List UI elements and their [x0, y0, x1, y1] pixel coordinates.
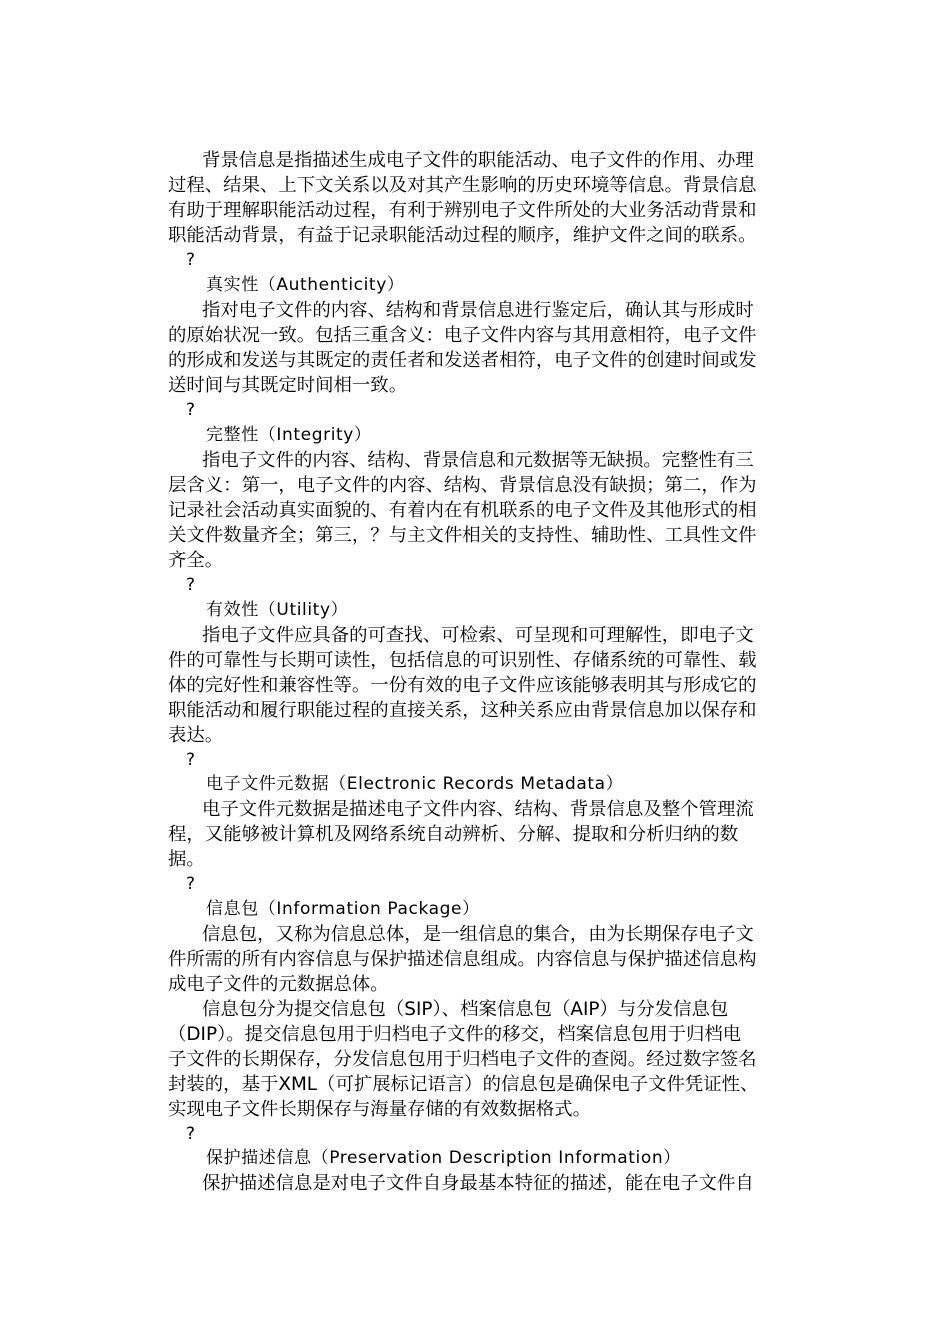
placeholder-mark: ?: [186, 250, 196, 270]
paragraph-line: 电子文件元数据是描述电子文件内容、结构、背景信息及整个管理流: [202, 799, 754, 820]
section-heading: 完整性（Integrity）: [206, 425, 372, 445]
paragraph-line: 指电子文件的内容、结构、背景信息和元数据等无缺损。完整性有三: [202, 450, 754, 471]
paragraph-line: 背景信息是指描述生成电子文件的职能活动、电子文件的作用、办理: [202, 150, 754, 171]
paragraph-line: 件所需的所有内容信息与保护描述信息组成。内容信息与保护描述信息构: [168, 949, 757, 970]
paragraph-line: 齐全。: [168, 550, 224, 571]
section-heading: 保护描述信息（Preservation Description Information）: [206, 1148, 681, 1168]
paragraph-line: 的原始状况一致。包括三重含义：电子文件内容与其用意相符，电子文件: [168, 325, 757, 346]
paragraph-line: 层含义：第一，电子文件的内容、结构、背景信息没有缺损；第二，作为: [168, 475, 757, 496]
paragraph-line: 记录社会活动真实面貌的、有着内在有机联系的电子文件及其他形式的相: [168, 500, 757, 521]
placeholder-mark: ?: [186, 400, 196, 420]
paragraph-line: （DIP）。提交信息包用于归档电子文件的移交，档案信息包用于归档电: [168, 1024, 742, 1045]
paragraph-line: 据。: [168, 849, 205, 870]
placeholder-mark: ?: [186, 874, 196, 894]
paragraph-line: 过程、结果、上下文关系以及对其产生影响的历史环境等信息。背景信息: [168, 175, 757, 196]
paragraph-line: 送时间与其既定时间相一致。: [168, 375, 408, 396]
placeholder-mark: ?: [186, 1124, 196, 1144]
paragraph-line: 关文件数量齐全；第三，？与主文件相关的支持性、辅助性、工具性文件: [168, 525, 757, 546]
paragraph-line: 指电子文件应具备的可查找、可检索、可呈现和可理解性，即电子文: [202, 625, 754, 646]
paragraph-line: 子文件的长期保存，分发信息包用于归档电子文件的查阅。经过数字签名: [168, 1049, 757, 1070]
section-heading: 信息包（Information Package）: [206, 899, 480, 919]
paragraph-line: 表达。: [168, 725, 224, 746]
paragraph-line: 信息包分为提交信息包（SIP）、档案信息包（AIP）与分发信息包: [202, 999, 729, 1020]
section-heading: 真实性（Authenticity）: [206, 275, 405, 295]
paragraph-line: 信息包，又称为信息总体，是一组信息的集合，由为长期保存电子文: [202, 924, 754, 945]
placeholder-mark: ?: [186, 575, 196, 595]
paragraph-line: 保护描述信息是对电子文件自身最基本特征的描述，能在电子文件自: [202, 1173, 754, 1194]
paragraph-line: 指对电子文件的内容、结构和背景信息进行鉴定后，确认其与形成时: [202, 300, 754, 321]
paragraph-line: 体的完好性和兼容性等。一份有效的电子文件应该能够表明其与形成它的: [168, 675, 757, 696]
paragraph-line: 程，又能够被计算机及网络系统自动辨析、分解、提取和分析归纳的数: [168, 824, 739, 845]
paragraph-line: 有助于理解职能活动过程，有利于辨别电子文件所处的大业务活动背景和: [168, 200, 757, 221]
paragraph-line: 件的可靠性与长期可读性，包括信息的可识别性、存储系统的可靠性、载: [168, 650, 757, 671]
section-heading: 有效性（Utility）: [206, 600, 349, 620]
paragraph-line: 职能活动和履行职能过程的直接关系，这种关系应由背景信息加以保存和: [168, 700, 757, 721]
paragraph-line: 职能活动背景，有益于记录职能活动过程的顺序，维护文件之间的联系。: [168, 225, 757, 246]
paragraph-line: 的形成和发送与其既定的责任者和发送者相符，电子文件的创建时间或发: [168, 350, 757, 371]
placeholder-mark: ?: [186, 750, 196, 770]
section-heading: 电子文件元数据（Electronic Records Metadata）: [206, 774, 624, 794]
paragraph-line: 封装的，基于XML（可扩展标记语言）的信息包是确保电子文件凭证性、: [168, 1074, 759, 1095]
paragraph-line: 实现电子文件长期保存与海量存储的有效数据格式。: [168, 1099, 591, 1120]
paragraph-line: 成电子文件的元数据总体。: [168, 974, 389, 995]
